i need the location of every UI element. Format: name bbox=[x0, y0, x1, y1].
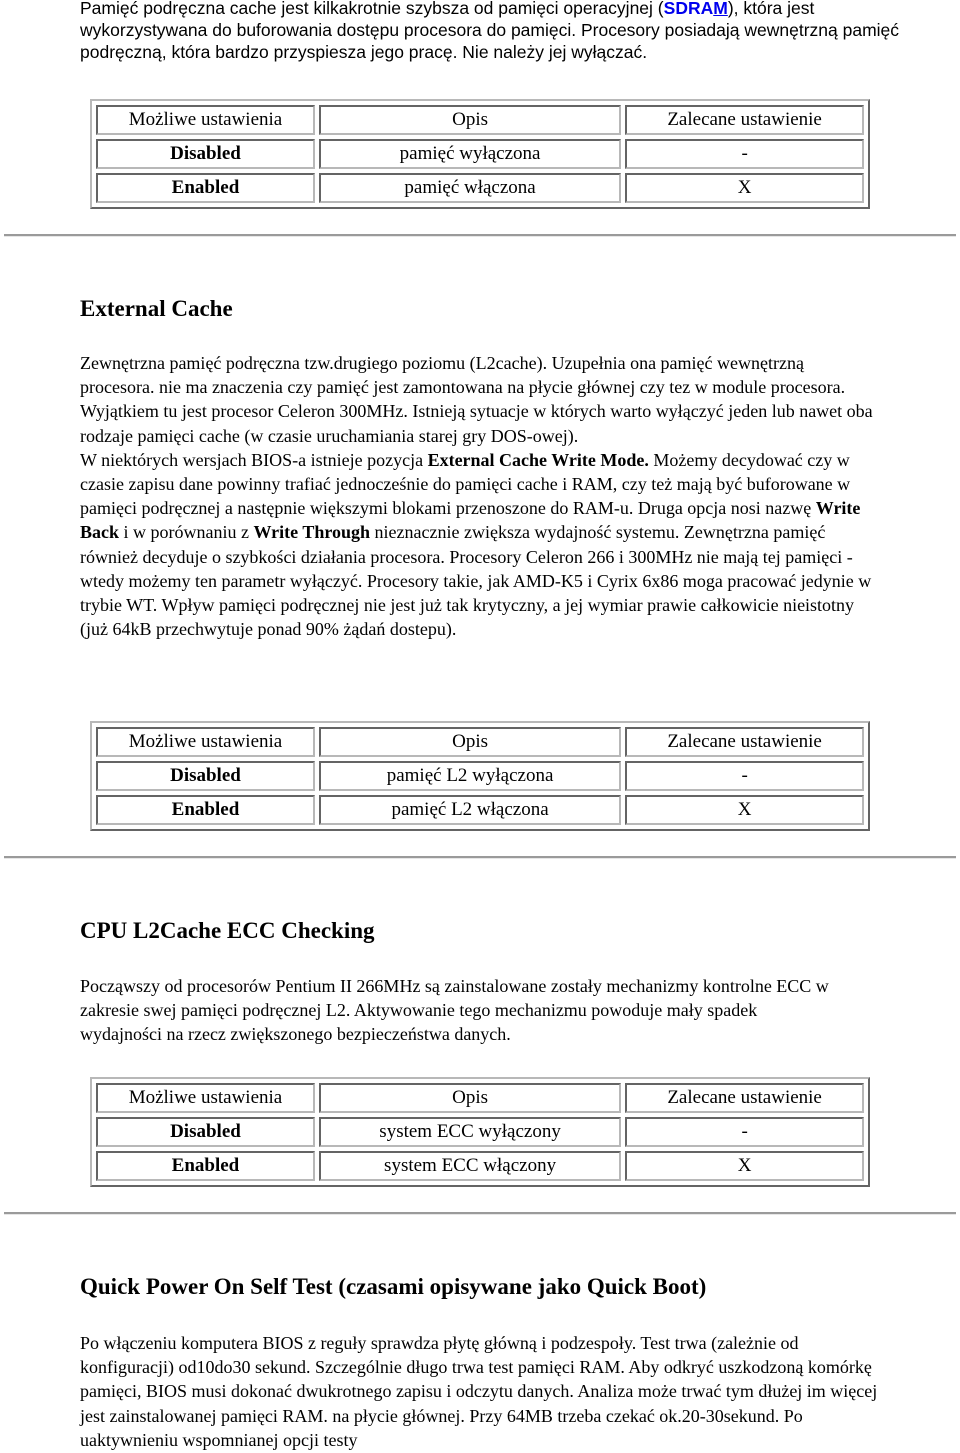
table-row bbox=[96, 795, 864, 825]
setting-name: Enabled bbox=[96, 795, 315, 825]
header-recommended: Zalecane ustawienie bbox=[625, 105, 864, 135]
setting-recommended: - bbox=[625, 761, 864, 791]
sdram-link-s: S bbox=[663, 0, 676, 18]
section-title-ecc-checking: CPU L2Cache ECC Checking bbox=[80, 918, 375, 943]
setting-description: pamięć L2 włączona bbox=[319, 795, 621, 825]
quick-post-paragraph: Po włączeniu komputera BIOS z reguły sprawdza płytę główną i podzespoły. Test trwa (zależnie od konfiguracji) od10do30 sekund. Szczególnie długo trwa test pamięci RAM. Aby odkryć uszkodzoną komórkę pamięci, BIOS musi dokonać dwukrotnego zapisu i odczytu danych. Analiza może trwać tym dłużej im więcej jest zainstalowanej pamięci RAM. na płycie głównej. Przy 64MB trzeba czekać ok.20-30sekund. Po uaktywnieniu wspomnianej opcji testy bbox=[80, 1333, 878, 1450]
setting-description: system ECC wyłączony bbox=[319, 1117, 621, 1147]
external-cache-text-3: Możemy decydować czy w czasie zapisu dane powinny trafiać jednocześnie do pamięci cache i RAM, czy też mają być buforowane w pamięci podręcznej a następnie większymi blokami przenoszone do RAM-u. Druga opcja nosi nazwę bbox=[80, 449, 851, 519]
setting-name: Disabled bbox=[96, 761, 315, 791]
setting-description: system ECC włączony bbox=[319, 1151, 621, 1181]
table-header-row bbox=[96, 727, 864, 757]
ecc-settings-table bbox=[90, 1077, 870, 1187]
external-cache-text-1: Zewnętrzna pamięć podręczna tzw.drugiego poziomu (L2cache). Uzupełnia ona pamięć wewnętrzną procesora. nie ma znaczenia czy pamięć jest zamontowana na płycie głównej czy tez w module procesora. Wyjątkiem tu jest procesor Celeron 300MHz. Istnieją sytuacje w których warto wyłączyć jeden lub nawet oba rodzaje pamięci cache (w czasie uruchamiania starej gry DOS-owej). bbox=[80, 353, 873, 446]
setting-recommended: X bbox=[625, 795, 864, 825]
setting-recommended: X bbox=[625, 173, 864, 203]
external-cache-text-5: nieznacznie zwiększa wydajność systemu. Zewnętrzna pamięć również decyduje o szybkości działania procesora. Procesory Celeron 266 i 300MHz nie mają tej pamięci - wtedy możemy ten parametr wyłączyć. Procesory takie, jak AMD-K5 i Cyrix 6x86 moga pracować jedynie w trybie WT. Wpływ pamięci podręcznej nie jest już tak krytyczny, a jej wymiar prawie całkowicie nieistotny (już 64kB przechwytuje ponad 90% żądań dostepu). bbox=[80, 522, 872, 640]
intro-paragraph bbox=[80, 0, 900, 63]
header-possible-settings: Możliwe ustawienia bbox=[96, 1083, 315, 1113]
setting-recommended: - bbox=[625, 1117, 864, 1147]
table-row bbox=[96, 139, 864, 169]
ecc-paragraph: Począwszy od procesorów Pentium II 266MHz są zainstalowane zostały mechanizmy kontrolne ECC w zakresie swej pamięci podręcznej L2. Aktywowanie tego mechanizmu powoduje mały spadek wydajności na rzecz zwiększonego bezpieczeństwa danych. bbox=[80, 976, 829, 1045]
setting-name: Enabled bbox=[96, 1151, 315, 1181]
header-description: Opis bbox=[319, 727, 621, 757]
setting-name: Disabled bbox=[96, 1117, 315, 1147]
intro-text-2: ), która jest wykorzystywana do buforowania dostępu procesora do pamięci. Procesory posiadają wewnętrzną pamięć podręczną, która bardzo przyspiesza jego pracę. Nie należy jej wyłączać. bbox=[80, 0, 900, 62]
header-recommended: Zalecane ustawienie bbox=[625, 1083, 864, 1113]
sdram-link-dra: DRA bbox=[675, 0, 714, 18]
horizontal-divider bbox=[4, 856, 956, 859]
header-possible-settings: Możliwe ustawienia bbox=[96, 727, 315, 757]
intro-text-1: Pamięć podręczna cache jest kilkakrotnie szybsza od pamięci operacyjnej ( bbox=[80, 0, 664, 18]
header-description: Opis bbox=[319, 1083, 621, 1113]
header-description: Opis bbox=[319, 105, 621, 135]
setting-name: Enabled bbox=[96, 173, 315, 203]
l2-cache-settings-table bbox=[90, 721, 870, 831]
external-cache-paragraph bbox=[80, 351, 880, 641]
external-cache-text-4: i w porównaniu z bbox=[119, 522, 254, 543]
table-row bbox=[96, 1151, 864, 1181]
table-row bbox=[96, 173, 864, 203]
external-cache-write-mode-term: External Cache Write Mode. bbox=[427, 449, 649, 470]
setting-description: pamięć włączona bbox=[319, 173, 621, 203]
sdram-link[interactable] bbox=[664, 0, 728, 18]
sdram-link-m: M bbox=[713, 0, 728, 18]
setting-recommended: - bbox=[625, 139, 864, 169]
header-recommended: Zalecane ustawienie bbox=[625, 727, 864, 757]
table-row bbox=[96, 761, 864, 791]
setting-description: pamięć L2 wyłączona bbox=[319, 761, 621, 791]
write-back-term: Write Back bbox=[80, 498, 861, 543]
table-row bbox=[96, 1117, 864, 1147]
horizontal-divider bbox=[4, 234, 956, 237]
cache-settings-table bbox=[90, 99, 870, 209]
section-title-quick-post: Quick Power On Self Test (czasami opisywane jako Quick Boot) bbox=[80, 1274, 707, 1299]
setting-recommended: X bbox=[625, 1151, 864, 1181]
table-header-row bbox=[96, 1083, 864, 1113]
horizontal-divider bbox=[4, 1212, 956, 1215]
section-title-external-cache: External Cache bbox=[80, 296, 233, 321]
external-cache-text-2: W niektórych wersjach BIOS-a istnieje pozycja bbox=[80, 449, 428, 470]
write-through-term: Write Through bbox=[253, 522, 371, 543]
setting-name: Disabled bbox=[96, 139, 315, 169]
header-possible-settings: Możliwe ustawienia bbox=[96, 105, 315, 135]
table-header-row bbox=[96, 105, 864, 135]
setting-description: pamięć wyłączona bbox=[319, 139, 621, 169]
